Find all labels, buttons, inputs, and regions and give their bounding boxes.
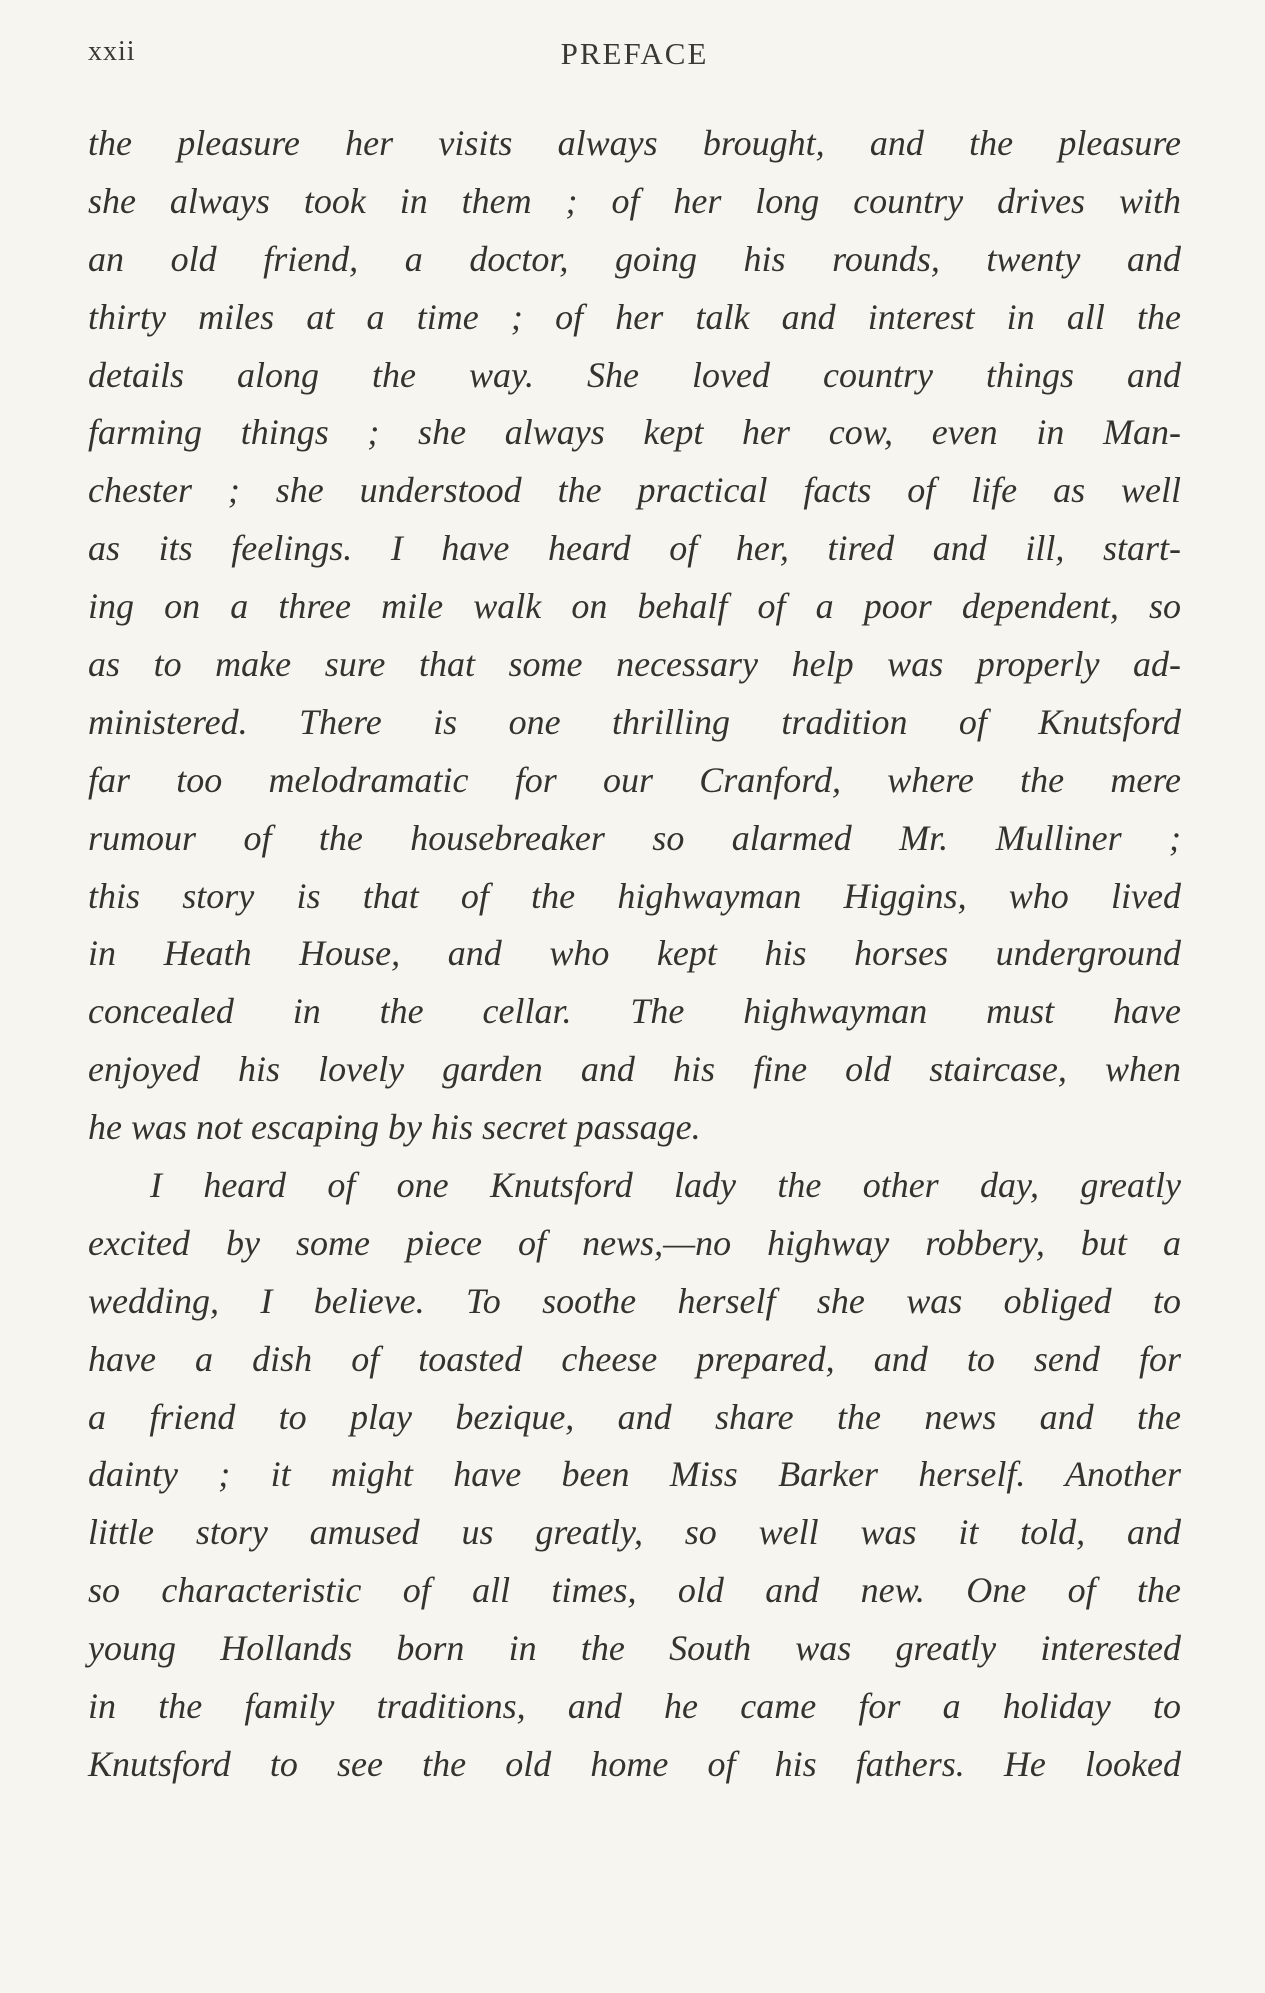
running-header [88,36,1181,76]
text-line: details along the way. She loved country things and [88,354,1181,395]
body-text [88,115,1181,1794]
text-line: enjoyed his lovely garden and his fine old staircase, when [88,1049,1181,1090]
running-title: PREFACE [560,36,709,71]
text-line: so characteristic of all times, old and new. One of the [88,1570,1181,1611]
text-line: a friend to play bezique, and share the news and the [88,1396,1181,1437]
text-line: wedding, I believe. To soothe herself she was obliged to [88,1280,1181,1321]
text-line: ministered. There is one thrilling tradition of Knutsford [88,701,1181,742]
paragraph-first-line: I heard of one Knutsford lady the other day, greatly [150,1165,1181,1206]
text-line: thirty miles at a time ; of her talk and interest in all the [88,296,1181,337]
text-line: excited by some piece of news,—no highway robbery, but a [88,1222,1181,1263]
text-line: have a dish of toasted cheese prepared, and to send for [88,1338,1181,1379]
text-line: far too melodramatic for our Cranford, where the mere [88,759,1181,800]
text-line: the pleasure her visits always brought, and the pleasure [88,123,1181,163]
text-line: this story is that of the highwayman Higgins, who lived [88,875,1181,916]
text-line: as to make sure that some necessary help was properly ad- [88,644,1181,685]
text-line: rumour of the housebreaker so alarmed Mr. Mulliner ; [88,817,1181,858]
text-line: ing on a three mile walk on behalf of a poor dependent, so [88,586,1181,627]
paragraph-last-line: he was not escaping by his secret passage. [88,1107,701,1148]
text-line: dainty ; it might have been Miss Barker herself. Another [88,1454,1181,1495]
text-line: Knutsford to see the old home of his fathers. He looked [88,1743,1181,1784]
page-number: xxii [88,36,136,67]
text-line: she always took in them ; of her long country drives with [88,180,1181,221]
text-line: young Hollands born in the South was greatly interested [88,1628,1181,1669]
text-line: farming things ; she always kept her cow, even in Man- [88,412,1181,453]
text-line: concealed in the cellar. The highwayman must have [88,991,1181,1032]
text-line: chester ; she understood the practical facts of life as well [88,470,1181,511]
text-line: as its feelings. I have heard of her, tired and ill, start- [88,528,1181,569]
text-line: in the family traditions, and he came for a holiday to [88,1686,1181,1727]
text-line: an old friend, a doctor, going his rounds, twenty and [88,238,1181,279]
text-line: in Heath House, and who kept his horses underground [88,933,1181,974]
text-line: little story amused us greatly, so well was it told, and [88,1512,1181,1553]
